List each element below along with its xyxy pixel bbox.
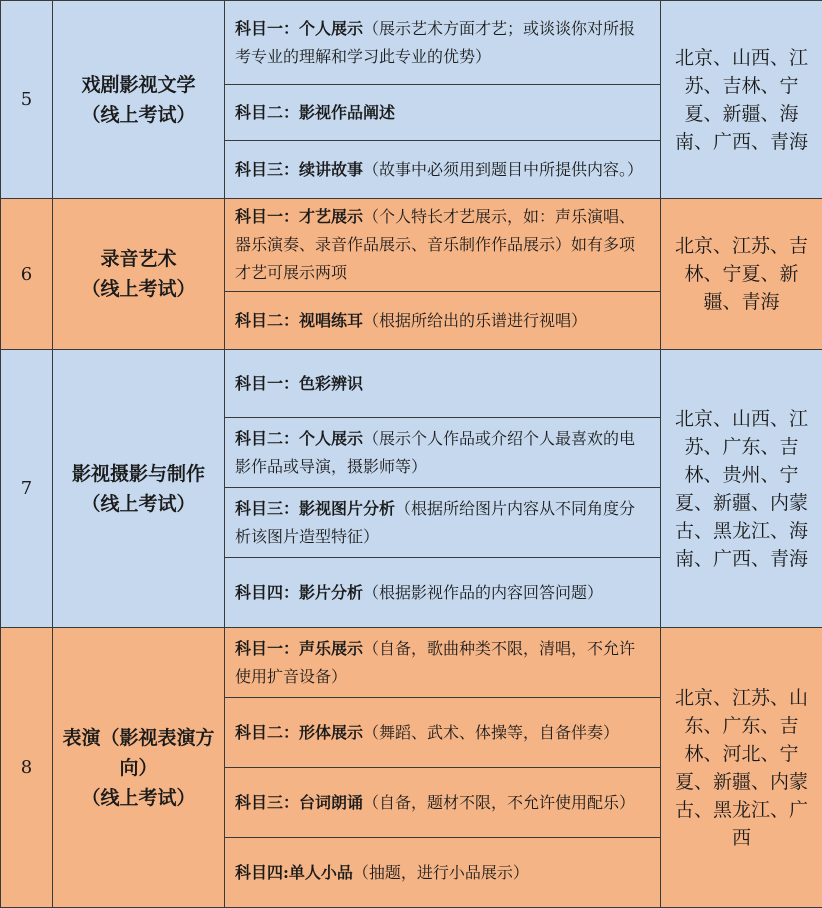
subject-cell [225, 350, 661, 418]
subject-cell [225, 292, 661, 350]
subject-title: 科目一：个人展示 [235, 19, 363, 38]
subject-desc: （自备，歌曲种类不限，清唱，不允许使用扩音设备） [235, 639, 635, 686]
table-row [1, 628, 822, 698]
subject-desc: （舞蹈、武术、体操等，自备伴奏） [363, 723, 619, 742]
region-cell: 北京、山西、江苏、吉林、宁夏、新疆、海南、广西、青海 [661, 1, 822, 199]
row-number: 7 [1, 350, 53, 628]
subject-title: 科目二：个人展示 [235, 429, 363, 448]
subject-title: 科目一：声乐展示 [235, 639, 363, 658]
subject-title: 科目二：形体展示 [235, 723, 363, 742]
subject-cell [225, 488, 661, 558]
table-row [1, 199, 822, 292]
subject-desc: （个人特长才艺展示，如：声乐演唱、器乐演奏、录音作品展示、音乐制作作品展示）如有多项才艺可展示两项 [235, 207, 635, 282]
row-number: 8 [1, 628, 53, 908]
major-name: 表演（影视表演方向） [57, 723, 220, 783]
major-cell [53, 350, 225, 628]
major-cell [53, 199, 225, 350]
subject-desc: （故事中必须用到题目中所提供内容。） [363, 160, 643, 179]
major-name: 影视摄影与制作 [57, 459, 220, 489]
exam-mode: （线上考试） [57, 274, 220, 304]
exam-mode: （线上考试） [57, 783, 220, 813]
major-name: 戏剧影视文学 [57, 70, 220, 100]
row-number: 5 [1, 1, 53, 199]
major-cell [53, 1, 225, 199]
subject-title: 科目二：视唱练耳 [235, 311, 363, 330]
subject-title: 科目三：台词朗诵 [235, 793, 363, 812]
subject-desc: （根据影视作品的内容回答问题） [363, 583, 603, 602]
subject-cell [225, 85, 661, 141]
subject-title: 科目四：影片分析 [235, 583, 363, 602]
region-cell: 北京、江苏、山东、广东、吉林、河北、宁夏、新疆、内蒙古、黑龙江、广西 [661, 628, 822, 908]
region-cell: 北京、江苏、吉林、宁夏、新疆、青海 [661, 199, 822, 350]
row-number: 6 [1, 199, 53, 350]
subject-title: 科目三：续讲故事 [235, 160, 363, 179]
subject-cell [225, 698, 661, 768]
subject-cell [225, 1, 661, 85]
subject-title: 科目四:单人小品 [235, 863, 353, 882]
subject-title: 科目二：影视作品阐述 [235, 103, 395, 122]
subject-title: 科目三：影视图片分析 [235, 499, 395, 518]
exam-mode: （线上考试） [57, 100, 220, 130]
subject-desc: （自备，题材不限，不允许使用配乐） [363, 793, 635, 812]
major-name: 录音艺术 [57, 244, 220, 274]
subject-cell [225, 768, 661, 838]
subject-cell [225, 418, 661, 488]
subject-desc: （根据所给出的乐谱进行视唱） [363, 311, 587, 330]
subject-cell [225, 558, 661, 628]
subject-desc: （展示艺术方面才艺；或谈谈你对所报考专业的理解和学习此专业的优势） [235, 19, 635, 66]
subject-desc: （根据所给图片内容从不同角度分析该图片造型特征） [235, 499, 635, 546]
major-cell [53, 628, 225, 908]
subject-title: 科目一：才艺展示 [235, 207, 363, 226]
subject-cell [225, 141, 661, 199]
table-row [1, 1, 822, 85]
exam-mode: （线上考试） [57, 489, 220, 519]
table-row [1, 350, 822, 418]
subject-cell [225, 628, 661, 698]
subject-cell [225, 838, 661, 908]
subject-title: 科目一：色彩辨识 [235, 374, 363, 393]
region-cell: 北京、山西、江苏、广东、吉林、贵州、宁夏、新疆、内蒙古、黑龙江、海南、广西、青海 [661, 350, 822, 628]
subject-cell [225, 199, 661, 292]
subject-desc: （展示个人作品或介绍个人最喜欢的电影作品或导演，摄影师等） [235, 429, 635, 476]
subject-desc: （抽题，进行小品展示） [353, 863, 529, 882]
